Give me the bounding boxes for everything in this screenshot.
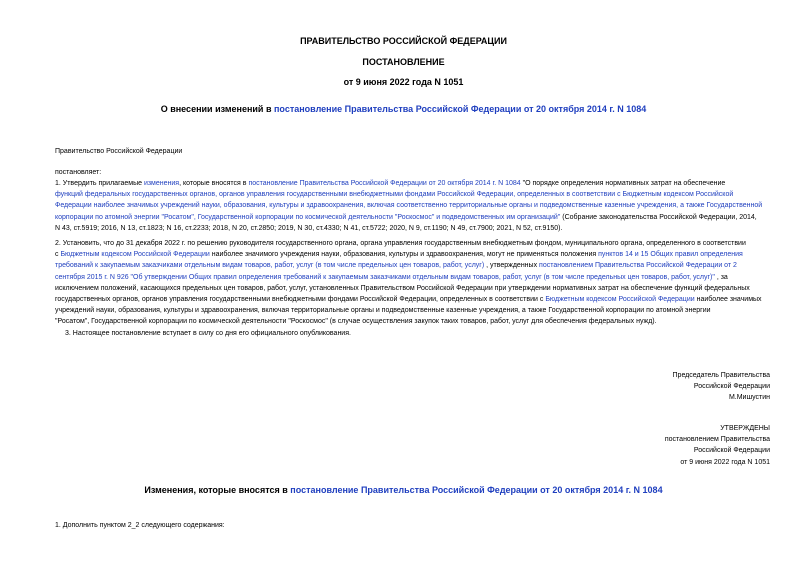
p1-b: , которые вносятся в [179,180,249,187]
intro-text: Правительство Российской Федерации [55,148,183,155]
p2-l6b: наиболее значимых [694,296,762,304]
section-title [0,485,807,495]
p2-l4b: , за [714,273,728,281]
title-link[interactable]: постановление Правительства Российской Федерации от 20 октября 2014 г. N 1084 [274,104,647,114]
p2-line-5: исключением положений, касающихся предельных цен товаров, работ, услуг, установленных Правительством Российской Федерации при утверждении нормативных затрат на обеспечение функций федеральных [55,284,750,292]
approved-l3: Российской Федерации [693,447,770,455]
p1-line-2[interactable]: функций федеральных государственных органов, органов управления государственными внебюджетными фондами Российской Федерации, определенных в соответствии с Бюджетным кодексом Российской [55,191,734,199]
p1-resolution-link[interactable]: постановление Правительства Российской Федерации от 20 октября 2014 г. N 1084 [248,180,521,187]
p2-line-8: "Росатом", Государственной корпорации по космической деятельности "Роскосмос" (в случае осуществления закупок таких товаров, работ, услуг для обеспечения федеральных нужд). [55,318,657,326]
doc-date-number: от 9 июня 2022 года N 1051 [343,77,464,87]
decides-text: постановляет: [55,169,102,176]
p2-points-link[interactable]: пунктов 14 и 15 Общих правил определения [598,251,743,259]
p2-budget-code-link-2[interactable]: Бюджетным кодексом Российской Федерации [545,296,695,304]
p2-l2b: наиболее значимого учреждения науки, образования, культуры и здравоохранения, могут не применяться положения [209,251,599,259]
p2-line-1: 2. Установить, что до 31 декабря 2022 г. по решению руководителя государственного органа, органа управления государственным внебюджетным фондом, муниципального органа, определенного в соответствии [55,240,746,247]
p2-requirements-link[interactable]: требований к закупаемым заказчиками отдельным видам товаров, работ, услуг (в том числе предельных цен товаров, работ, услуг) [55,262,485,270]
approved-l2: постановлением Правительства [664,436,770,444]
paragraph-1 [55,178,770,234]
paragraph-3: 3. Настоящее постановление вступает в силу со дня его официального опубликования. [65,330,351,337]
org-heading: ПРАВИТЕЛЬСТВО РОССИЙСКОЙ ФЕДЕРАЦИИ [300,36,507,46]
section-link[interactable]: постановление Правительства Российской Федерации от 20 октября 2014 г. N 1084 [290,485,663,495]
p1-line-4-tail: (Собрание законодательства Российской Федерации, 2014, [560,213,757,221]
p2-l2a: с [55,251,61,259]
signature-name: М.Мишустин [728,394,770,402]
p1-changes-link[interactable]: изменения [143,180,180,187]
p2-resolution-link[interactable]: постановлением Правительства Российской Федерации от 2 [539,262,737,270]
p1-c: "О порядке определения нормативных затрат на обеспечение [520,180,726,187]
p1-a: 1. Утвердить прилагаемые [55,180,144,187]
signature-title-2: Российской Федерации [693,383,770,391]
p1-line-3[interactable]: Федерации наиболее значимых учреждений науки, образования, культуры и здравоохранения, включая соответственно территориальные органы и подведомственные казенные учреждения, а также Государственной [55,202,763,210]
section-prefix: Изменения, которые вносятся в [144,485,291,495]
p2-l6: государственных органов, органов управления государственными внебюджетными фондами Российской Федерации, определенных в соответствии с [55,296,546,304]
signature-title-1: Председатель Правительства [672,372,770,379]
p2-line-7: учреждений науки, образования, культуры и здравоохранения, включая территориальные органы и подведомственные казенные учреждения, а также Государственной корпорации по атомной энергии [55,307,711,315]
approved-l4: от 9 июня 2022 года N 1051 [680,458,770,466]
doc-type-heading: ПОСТАНОВЛЕНИЕ [362,57,445,67]
approved-l1: УТВЕРЖДЕНЫ [720,425,770,432]
p2-budget-code-link[interactable]: Бюджетным кодексом Российской Федерации [60,251,210,259]
title-prefix: О внесении изменений в [160,104,274,114]
approved-block [560,423,770,468]
p2-l3b: , утвержденных [484,262,540,270]
signature-block [560,370,770,404]
item-1: 1. Дополнить пунктом 2_2 следующего содержания: [55,522,225,529]
p2-resolution-926-link[interactable]: сентября 2015 г. N 926 "Об утверждении Общих правил определения требований к закупаемым заказчиками отдельным видам товаров, работ, услуг (в том числе предельных цен товаров, работ, услуг)" [55,273,715,281]
document-title [0,104,807,114]
paragraph-2 [55,238,770,328]
p1-line-1 [55,178,770,189]
p1-line-4-link[interactable]: корпорации по атомной энергии "Росатом", Государственной корпорации по космической деятельности "Роскосмос" и подведомственных им организаций" [55,213,561,221]
p1-line-5: N 43, ст.5919; 2016, N 13, ст.1823; N 16, ст.2233; 2018, N 20, ст.2850; 2019, N 30, ст.4330; N 41, ст.5722; 2020, N 9, ст.1190; N 49, ст.7900; 2021, N 52, ст.9150). [55,224,563,232]
